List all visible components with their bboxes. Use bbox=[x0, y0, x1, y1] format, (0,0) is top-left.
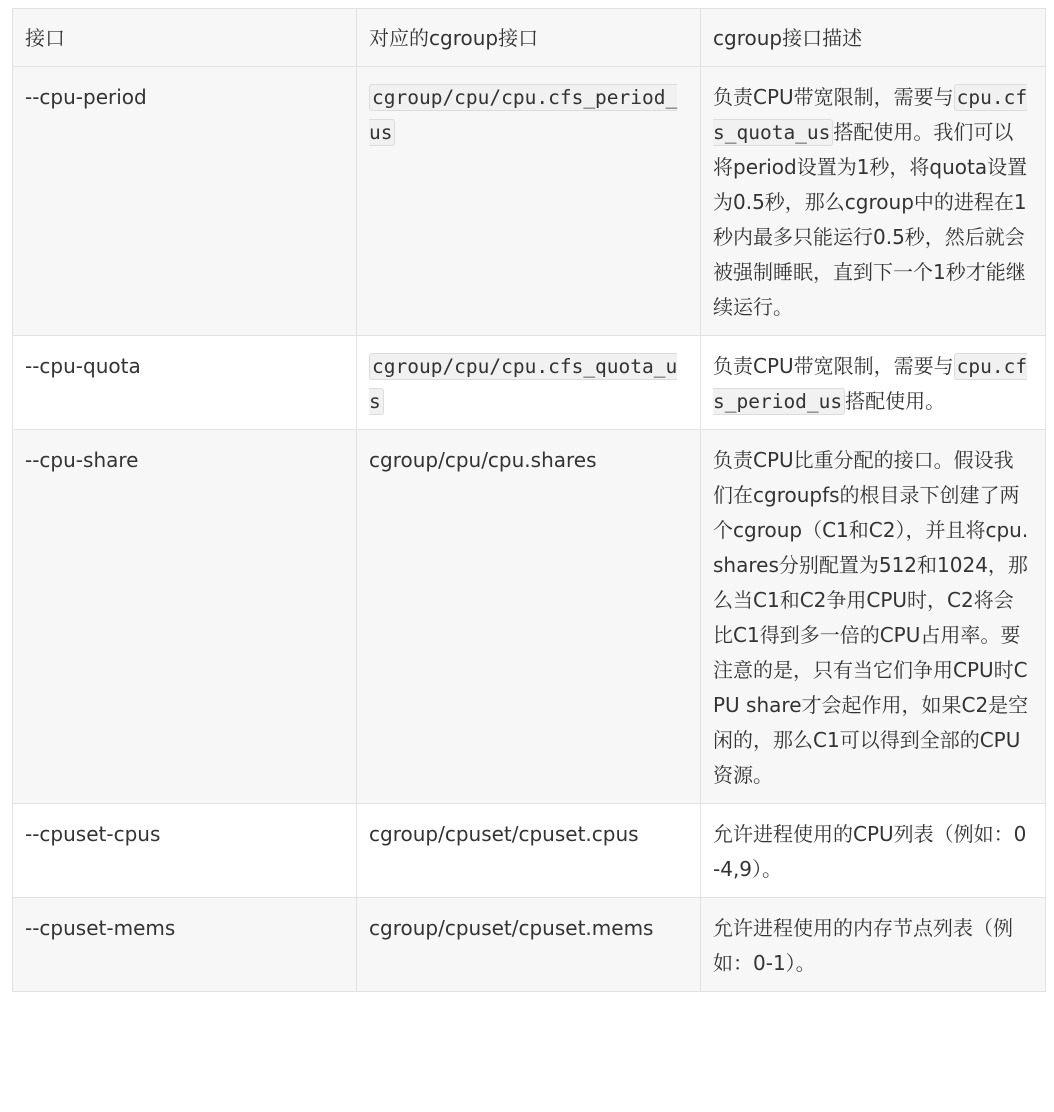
cgroup-code: cgroup/cpu/cpu.cfs_quota_us bbox=[369, 355, 678, 413]
cgroup-cell: cgroup/cpu/cpu.shares bbox=[357, 430, 701, 804]
desc-code: cpu.cfs_quota_us bbox=[713, 86, 1028, 144]
description-cell bbox=[701, 336, 1046, 430]
description-cell: 允许进程使用的内存节点列表（例如：0-1）。 bbox=[701, 898, 1046, 992]
table-header bbox=[13, 9, 1046, 67]
description-cell: 允许进程使用的CPU列表（例如：0-4,9）。 bbox=[701, 804, 1046, 898]
desc-text-before: 负责CPU带宽限制，需要与 bbox=[713, 354, 954, 378]
cgroup-cell: cgroup/cpuset/cpuset.cpus bbox=[357, 804, 701, 898]
desc-text-after: 搭配使用。 bbox=[845, 389, 946, 413]
cgroup-cell bbox=[357, 336, 701, 430]
desc-code: cpu.cfs_period_us bbox=[713, 355, 1028, 413]
param-cell: --cpu-share bbox=[13, 430, 357, 804]
cgroup-cell: cgroup/cpuset/cpuset.mems bbox=[357, 898, 701, 992]
description-cell bbox=[701, 67, 1046, 336]
table-row bbox=[13, 336, 1046, 430]
description-cell: 负责CPU比重分配的接口。假设我们在cgroupfs的根目录下创建了两个cgroup（C1和C2），并且将cpu.shares分别配置为512和1024，那么当C1和C2争用CPU时，C2将会比C1得到多一倍的CPU占用率。要注意的是，只有当它们争用CPU时CPU share才会起作用，如果C2是空闲的，那么C1可以得到全部的CPU资源。 bbox=[701, 430, 1046, 804]
desc-text-after: 搭配使用。我们可以将period设置为1秒，将quota设置为0.5秒，那么cgroup中的进程在1秒内最多只能运行0.5秒，然后就会被强制睡眠，直到下一个1秒才能继续运行。 bbox=[713, 120, 1028, 319]
cgroup-cell bbox=[357, 67, 701, 336]
table-row bbox=[13, 430, 1046, 804]
table-body bbox=[13, 67, 1046, 992]
table-row bbox=[13, 804, 1046, 898]
cgroup-interface-table bbox=[12, 8, 1046, 992]
table-row bbox=[13, 67, 1046, 336]
table-row bbox=[13, 898, 1046, 992]
cgroup-code: cgroup/cpu/cpu.cfs_period_us bbox=[369, 86, 678, 144]
desc-text-before: 负责CPU带宽限制，需要与 bbox=[713, 85, 954, 109]
param-cell: --cpuset-mems bbox=[13, 898, 357, 992]
param-cell: --cpu-quota bbox=[13, 336, 357, 430]
param-cell: --cpu-period bbox=[13, 67, 357, 336]
header-description: cgroup接口描述 bbox=[701, 9, 1046, 67]
header-cgroup-interface: 对应的cgroup接口 bbox=[357, 9, 701, 67]
header-row bbox=[13, 9, 1046, 67]
header-interface: 接口 bbox=[13, 9, 357, 67]
param-cell: --cpuset-cpus bbox=[13, 804, 357, 898]
